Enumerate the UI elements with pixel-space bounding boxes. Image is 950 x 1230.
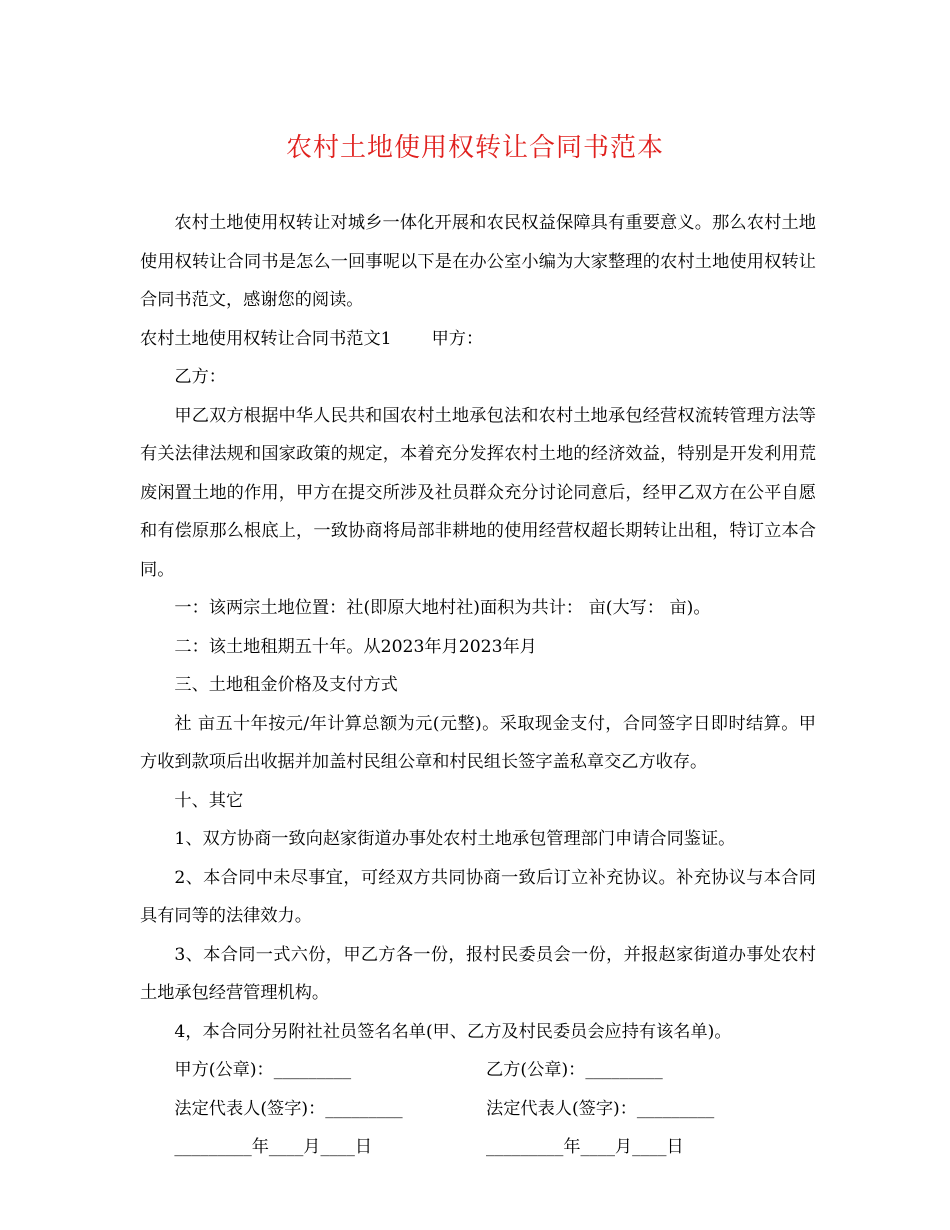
party-a-date-line: _________年____月____日 bbox=[174, 1137, 373, 1157]
signature-row-representative bbox=[140, 1090, 816, 1129]
party-a-representative-line: 法定代表人(签字)：_________ bbox=[174, 1098, 403, 1119]
clause-3-heading: 三、土地租金价格及支付方式 bbox=[174, 675, 398, 695]
intro-paragraph: 农村土地使用权转让对城乡一体化开展和农民权益保障具有重要意义。那么农村土地使用权转让合同书是怎么一回事呢以下是在办公室小编为大家整理的农村土地使用权转让合同书范文，感谢您的阅读。 bbox=[140, 213, 816, 310]
clause-3-body: 社 亩五十年按元/年计算总额为元(元整)。采取现金支付，合同签字日即时结算。甲方收到款项后出收据并加盖村民组公章和村民组长签字盖私章交乙方收存。 bbox=[140, 713, 816, 772]
clause-1: 一：该两宗土地位置：社(即原大地村社)面积为共计： 亩(大写： 亩)。 bbox=[174, 598, 711, 618]
spacer bbox=[392, 320, 432, 359]
preamble-paragraph: 甲乙双方根据中华人民共和国农村土地承包法和农村土地承包经营权流转管理方法等有关法律法规和国家政策的规定，本着充分发挥农村土地的经济效益，特别是开发利用荒废闲置土地的作用，甲方在提交所涉及社员群众充分讨论同意后，经甲乙双方在公平自愿和有偿原那么根底上，一致协商将局部非耕地的使用经营权超长期转让出租，特订立本合同。 bbox=[140, 405, 816, 580]
document-title: 农村土地使用权转让合同书范本 bbox=[285, 133, 664, 163]
clause-2: 二：该土地租期五十年。从2023年月2023年月 bbox=[174, 636, 537, 657]
clause-10-heading: 十、其它 bbox=[174, 790, 244, 811]
party-b-date-line: _________年____月____日 bbox=[486, 1137, 684, 1157]
item-4: 4，本合同分另附社社员签名名单(甲、乙方及村民委员会应持有该名单)。 bbox=[174, 1021, 732, 1042]
signature-row-date bbox=[140, 1128, 816, 1167]
item-1: 1、双方协商一致向赵家街道办事处农村土地承包管理部门申请合同鉴证。 bbox=[174, 829, 736, 849]
party-b-representative-line: 法定代表人(签字)：_________ bbox=[486, 1098, 715, 1119]
party-b-seal-line: 乙方(公章)：_________ bbox=[486, 1060, 663, 1080]
party-a-label: 甲方： bbox=[431, 328, 484, 349]
signature-row-seal bbox=[140, 1051, 816, 1090]
party-b-label: 乙方： bbox=[174, 367, 226, 387]
item-2: 2、本合同中未尽事宜，可经双方共同协商一致后订立补充协议。补充协议与本合同具有同等的法律效力。 bbox=[140, 867, 816, 926]
sample-heading-row bbox=[140, 320, 816, 359]
sample-heading: 农村土地使用权转让合同书范文1 bbox=[140, 328, 392, 349]
party-a-seal-line: 甲方(公章)：_________ bbox=[174, 1060, 352, 1080]
item-3: 3、本合同一式六份，甲乙方各一份，报村民委员会一份，并报赵家街道办事处农村土地承包经营管理机构。 bbox=[140, 944, 816, 1003]
document-body bbox=[140, 204, 816, 1167]
